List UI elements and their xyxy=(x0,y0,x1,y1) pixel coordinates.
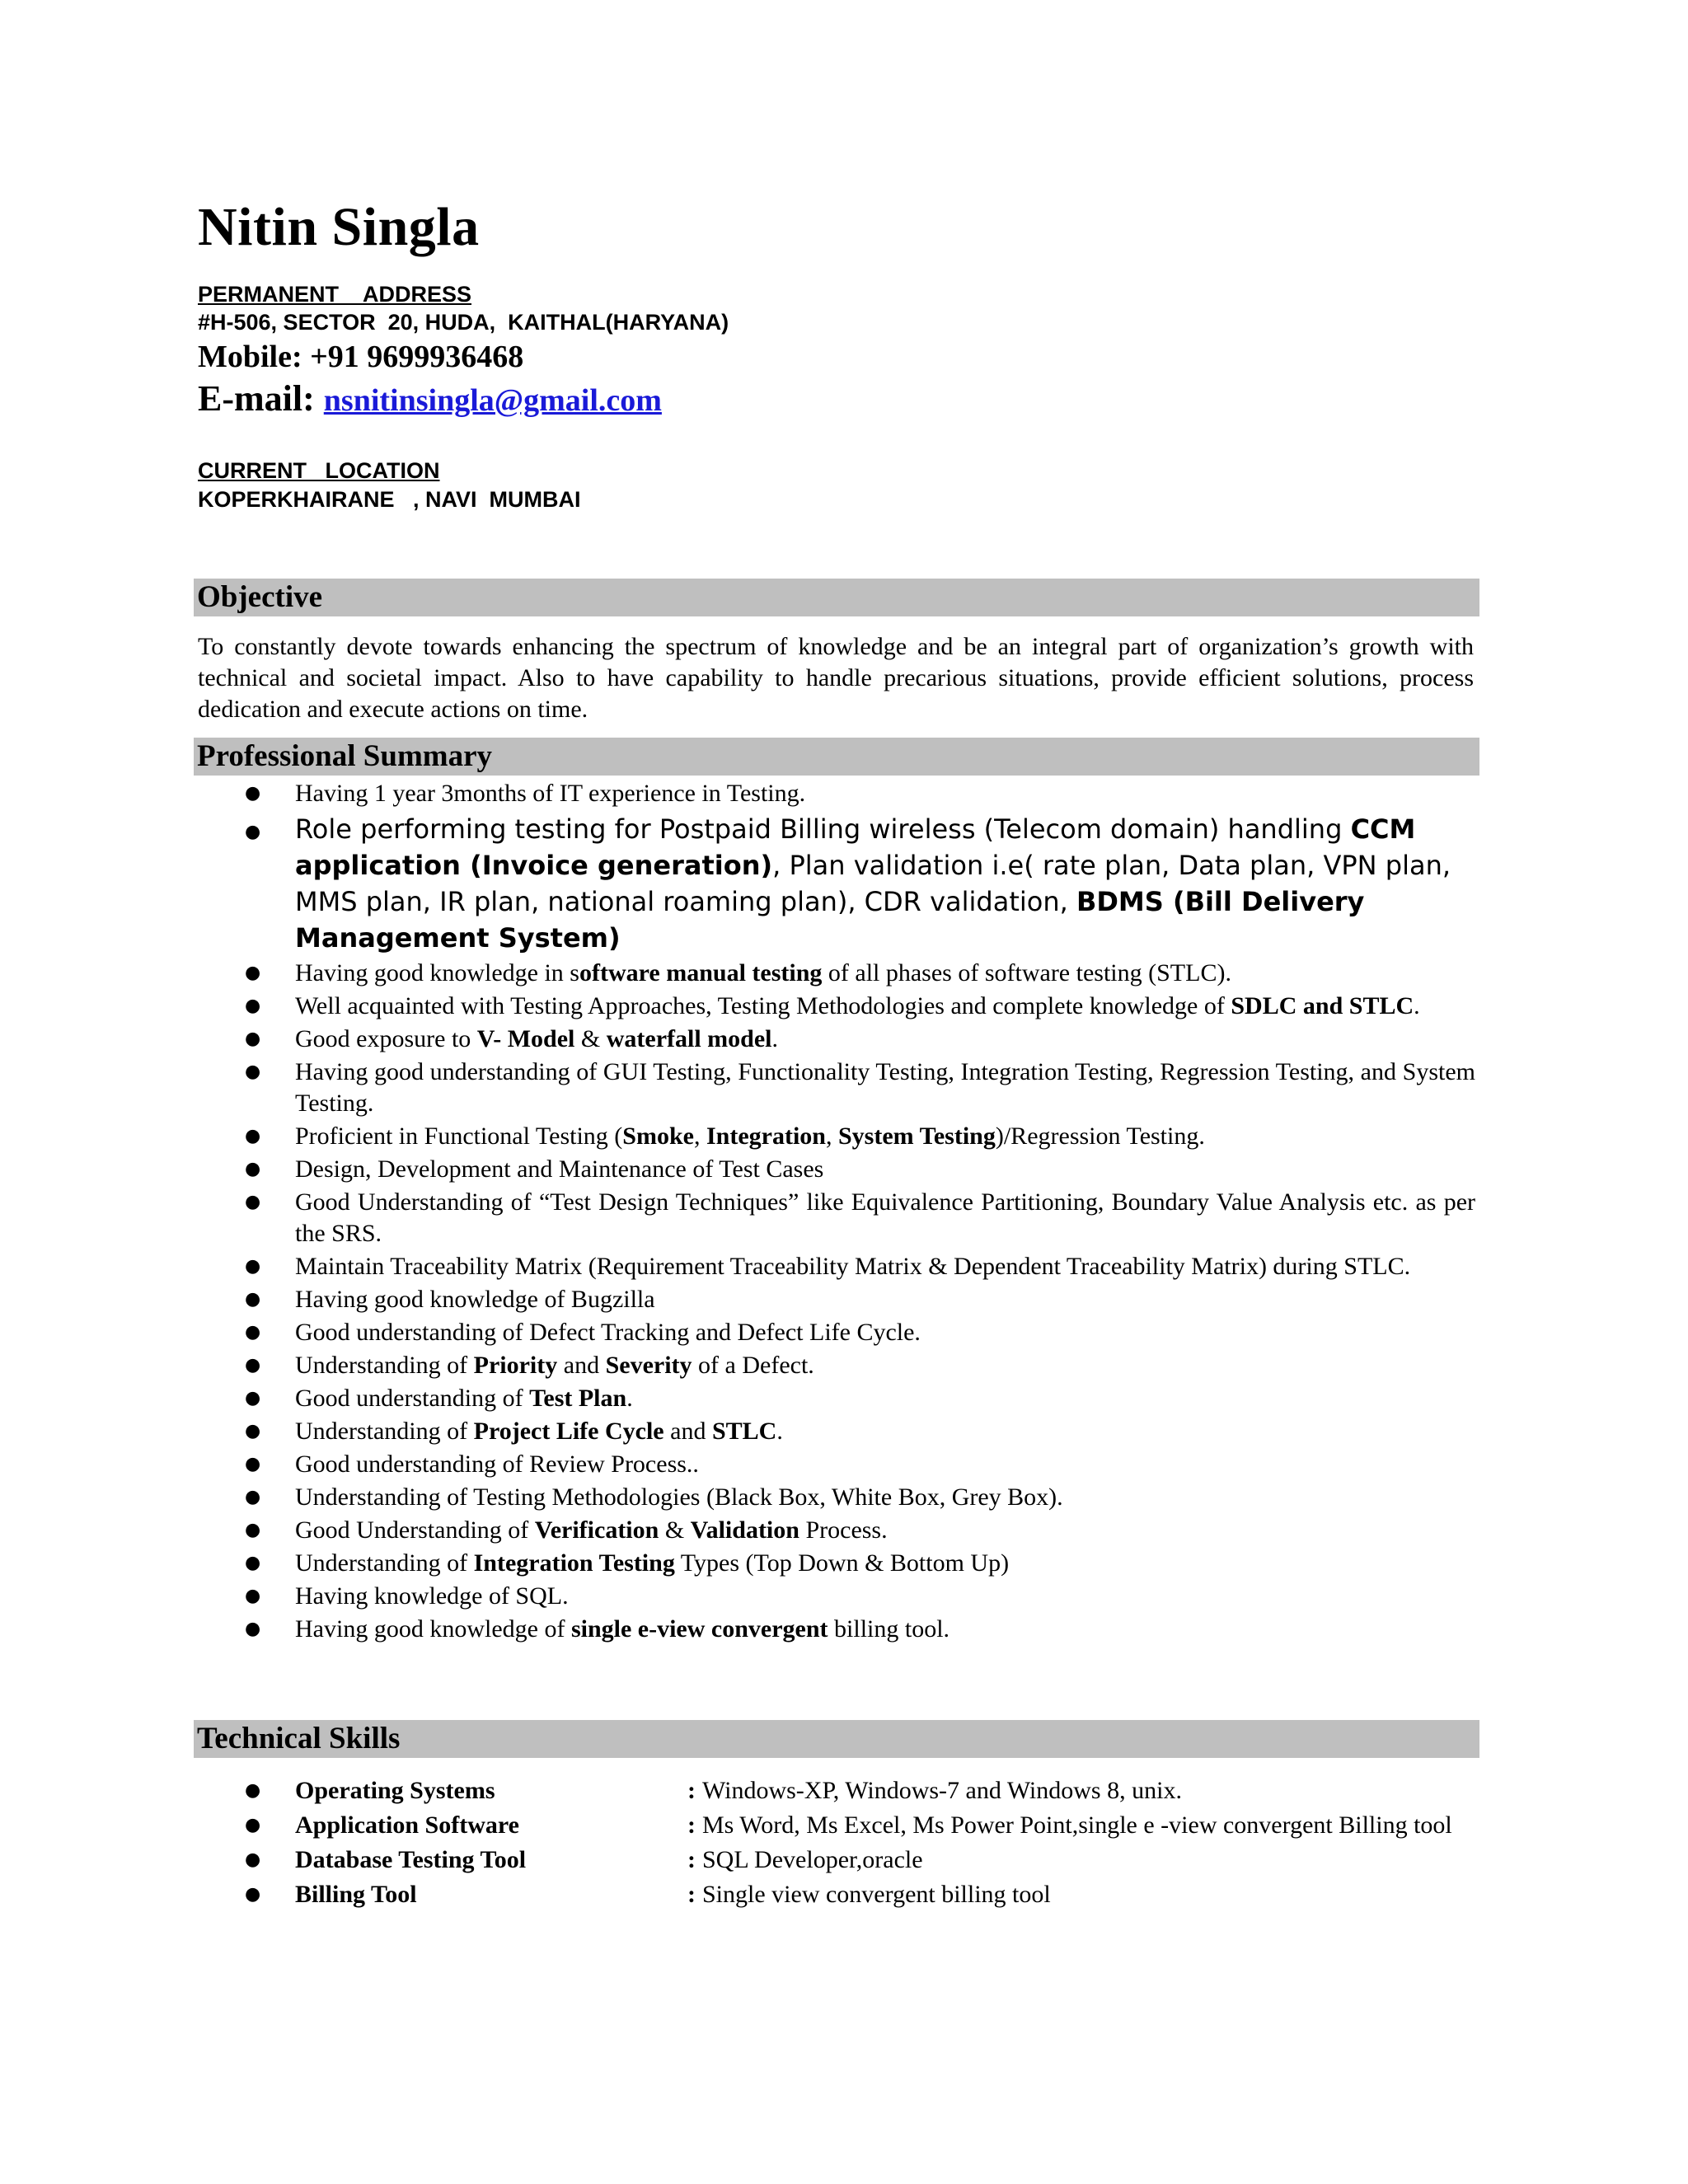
skill-separator: : xyxy=(687,1881,696,1908)
summary-text: Good understanding of Review Process.. xyxy=(295,1451,699,1478)
skill-value: Ms Word, Ms Excel, Ms Power Point,single e -view convergent Billing tool xyxy=(702,1811,1452,1839)
objective-heading: Objective xyxy=(194,579,1479,616)
technical-skills-list xyxy=(198,1775,1475,1914)
skill-name: Billing Tool xyxy=(295,1881,417,1908)
summary-text: Process. xyxy=(799,1516,888,1544)
bullet-icon: ● xyxy=(245,1256,261,1277)
summary-emphasis: CCM application (Invoice generation) xyxy=(295,813,1416,881)
bullet-icon: ● xyxy=(245,996,261,1016)
summary-text: , Plan validation i.e( rate plan, Data plan, VPN plan, MMS plan, IR plan, national roaming plan), CDR validation, xyxy=(295,850,1451,917)
mobile-line xyxy=(198,336,523,377)
summary-item xyxy=(198,1383,1475,1414)
summary-text: Understanding of Testing Methodologies (Black Box, White Box, Grey Box). xyxy=(295,1483,1063,1511)
summary-item xyxy=(198,1449,1475,1480)
summary-emphasis: SDLC and STLC xyxy=(1231,992,1414,1019)
bullet-icon: ● xyxy=(245,1553,261,1573)
mobile-number: +91 9699936468 xyxy=(310,340,524,374)
bullet-icon: ● xyxy=(245,822,261,842)
bullet-icon: ● xyxy=(245,1388,261,1408)
summary-item xyxy=(198,1251,1475,1282)
technical-skills-heading: Technical Skills xyxy=(194,1720,1479,1758)
skill-value: Single view convergent billing tool xyxy=(702,1881,1051,1908)
summary-text: Having good knowledge in s xyxy=(295,959,579,987)
summary-text: Good understanding of Defect Tracking and Defect Life Cycle. xyxy=(295,1319,921,1346)
summary-item xyxy=(198,1284,1475,1315)
bullet-icon: ● xyxy=(245,963,261,983)
skill-item xyxy=(198,1810,1475,1841)
summary-emphasis: V- Model xyxy=(476,1025,575,1052)
summary-item xyxy=(198,1581,1475,1612)
summary-emphasis: Test Plan xyxy=(529,1385,627,1412)
summary-text: Role performing testing for Postpaid Billing wireless (Telecom domain) handling xyxy=(295,813,1351,845)
summary-item xyxy=(198,1614,1475,1645)
summary-item xyxy=(198,1416,1475,1447)
summary-text: of all phases of software testing (STLC). xyxy=(822,959,1231,987)
summary-emphasis: Validation xyxy=(690,1516,799,1544)
bullet-icon: ● xyxy=(245,1520,261,1540)
bullet-icon: ● xyxy=(245,1780,261,1801)
summary-item xyxy=(198,1187,1475,1249)
summary-item xyxy=(198,1121,1475,1152)
summary-text: Maintain Traceability Matrix (Requirement Traceability Matrix & Dependent Traceability Matrix) during STLC. xyxy=(295,1253,1411,1280)
bullet-icon: ● xyxy=(245,1062,261,1082)
bullet-icon: ● xyxy=(245,1322,261,1343)
skill-item xyxy=(198,1775,1475,1807)
summary-emphasis: BDMS (Bill Delivery Management System) xyxy=(295,886,1365,954)
summary-text: and xyxy=(663,1418,712,1445)
skill-value: SQL Developer,oracle xyxy=(702,1846,923,1873)
professional-summary-list xyxy=(198,778,1475,1647)
bullet-icon: ● xyxy=(245,1619,261,1639)
skill-name: Database Testing Tool xyxy=(295,1846,527,1873)
summary-text: Having knowledge of SQL. xyxy=(295,1582,569,1610)
summary-item xyxy=(198,958,1475,989)
summary-text: Proficient in Functional Testing ( xyxy=(295,1122,623,1150)
summary-text: Good Understanding of “Test Design Techniques” like Equivalence Partitioning, Boundary Value Analysis etc. as per the SRS. xyxy=(295,1188,1475,1247)
summary-emphasis: Smoke xyxy=(622,1122,694,1150)
summary-item xyxy=(198,1548,1475,1579)
summary-text: Having good knowledge of Bugzilla xyxy=(295,1286,655,1313)
bullet-icon: ● xyxy=(245,1421,261,1441)
summary-emphasis: oftware manual testing xyxy=(579,959,823,987)
summary-text: Understanding of xyxy=(295,1418,474,1445)
summary-emphasis: Verification xyxy=(534,1516,659,1544)
professional-summary-heading: Professional Summary xyxy=(194,738,1479,776)
summary-item xyxy=(198,991,1475,1022)
skill-value: Windows-XP, Windows-7 and Windows 8, unix. xyxy=(702,1777,1182,1804)
summary-text: of a Defect. xyxy=(692,1352,814,1379)
summary-text: . xyxy=(626,1385,633,1412)
skill-separator: : xyxy=(687,1811,696,1839)
skill-name: Application Software xyxy=(295,1811,519,1839)
bullet-icon: ● xyxy=(245,1454,261,1474)
bullet-icon: ● xyxy=(245,1126,261,1146)
summary-text: Understanding of xyxy=(295,1549,474,1577)
summary-emphasis: single e-view convergent xyxy=(570,1615,828,1643)
permanent-address: #H-506, SECTOR 20, HUDA, KAITHAL(HARYANA) xyxy=(198,310,729,335)
email-line xyxy=(198,376,662,424)
skill-separator: : xyxy=(687,1777,696,1804)
summary-emphasis: Integration Testing xyxy=(473,1549,675,1577)
summary-text: Good exposure to xyxy=(295,1025,477,1052)
bullet-icon: ● xyxy=(245,1487,261,1507)
summary-text: Good Understanding of xyxy=(295,1516,535,1544)
summary-item xyxy=(198,1515,1475,1546)
summary-text: billing tool. xyxy=(828,1615,950,1643)
summary-item xyxy=(198,811,1475,956)
summary-emphasis: System Testing xyxy=(837,1122,996,1150)
email-link[interactable]: nsnitinsingla@gmail.com xyxy=(323,383,662,418)
current-location-label: CURRENT LOCATION xyxy=(198,458,440,483)
summary-item xyxy=(198,1154,1475,1185)
email-label: E-mail: xyxy=(198,378,315,419)
summary-text: Having good understanding of GUI Testing, Functionality Testing, Integration Testing, Regression Testing, and System Testing. xyxy=(295,1058,1475,1117)
summary-item xyxy=(198,1057,1475,1119)
summary-text: Types (Top Down & Bottom Up) xyxy=(674,1549,1010,1577)
bullet-icon: ● xyxy=(245,1884,261,1905)
candidate-name: Nitin Singla xyxy=(198,197,480,257)
summary-emphasis: waterfall model xyxy=(606,1025,772,1052)
summary-emphasis: Project Life Cycle xyxy=(473,1418,664,1445)
summary-text: Good understanding of xyxy=(295,1385,530,1412)
bullet-icon: ● xyxy=(245,1815,261,1835)
skill-item xyxy=(198,1844,1475,1876)
summary-item xyxy=(198,1024,1475,1055)
bullet-icon: ● xyxy=(245,1192,261,1212)
summary-text: , xyxy=(693,1122,706,1150)
summary-text: Having good knowledge of xyxy=(295,1615,571,1643)
summary-item xyxy=(198,778,1475,809)
summary-item xyxy=(198,1482,1475,1513)
bullet-icon: ● xyxy=(245,1159,261,1179)
summary-emphasis: Priority xyxy=(473,1352,558,1379)
skill-name: Operating Systems xyxy=(295,1777,495,1804)
mobile-label: Mobile: xyxy=(198,340,302,374)
summary-item xyxy=(198,1317,1475,1348)
summary-text: Understanding of xyxy=(295,1352,474,1379)
skill-separator: : xyxy=(687,1846,696,1873)
summary-text: Having 1 year 3months of IT experience in Testing. xyxy=(295,780,806,807)
summary-item xyxy=(198,1350,1475,1381)
summary-text: & xyxy=(659,1516,691,1544)
bullet-icon: ● xyxy=(245,783,261,804)
summary-text: . xyxy=(776,1418,783,1445)
summary-emphasis: Integration xyxy=(706,1122,826,1150)
summary-text: . xyxy=(1414,992,1420,1019)
summary-text: Design, Development and Maintenance of Test Cases xyxy=(295,1155,824,1183)
bullet-icon: ● xyxy=(245,1586,261,1606)
current-location: KOPERKHAIRANE , NAVI MUMBAI xyxy=(198,487,581,512)
summary-text: . xyxy=(771,1025,779,1052)
summary-emphasis: STLC xyxy=(711,1418,777,1445)
skill-item xyxy=(198,1879,1475,1910)
permanent-address-label: PERMANENT ADDRESS xyxy=(198,282,472,307)
bullet-icon: ● xyxy=(245,1289,261,1310)
bullet-icon: ● xyxy=(245,1355,261,1376)
bullet-icon: ● xyxy=(245,1849,261,1870)
summary-text: and xyxy=(557,1352,606,1379)
summary-emphasis: Severity xyxy=(605,1352,692,1379)
objective-text: To constantly devote towards enhancing the spectrum of knowledge and be an integral part of organization’s growth with technical and societal impact. Also to have capability to handle precarious situations, provide efficient solutions, process dedication and execute actions on time. xyxy=(198,633,1474,723)
summary-text: & xyxy=(574,1025,607,1052)
summary-text: )/Regression Testing. xyxy=(995,1122,1205,1150)
summary-text: , xyxy=(825,1122,838,1150)
summary-text: Well acquainted with Testing Approaches, Testing Methodologies and complete knowledge of xyxy=(295,992,1231,1019)
bullet-icon: ● xyxy=(245,1029,261,1049)
